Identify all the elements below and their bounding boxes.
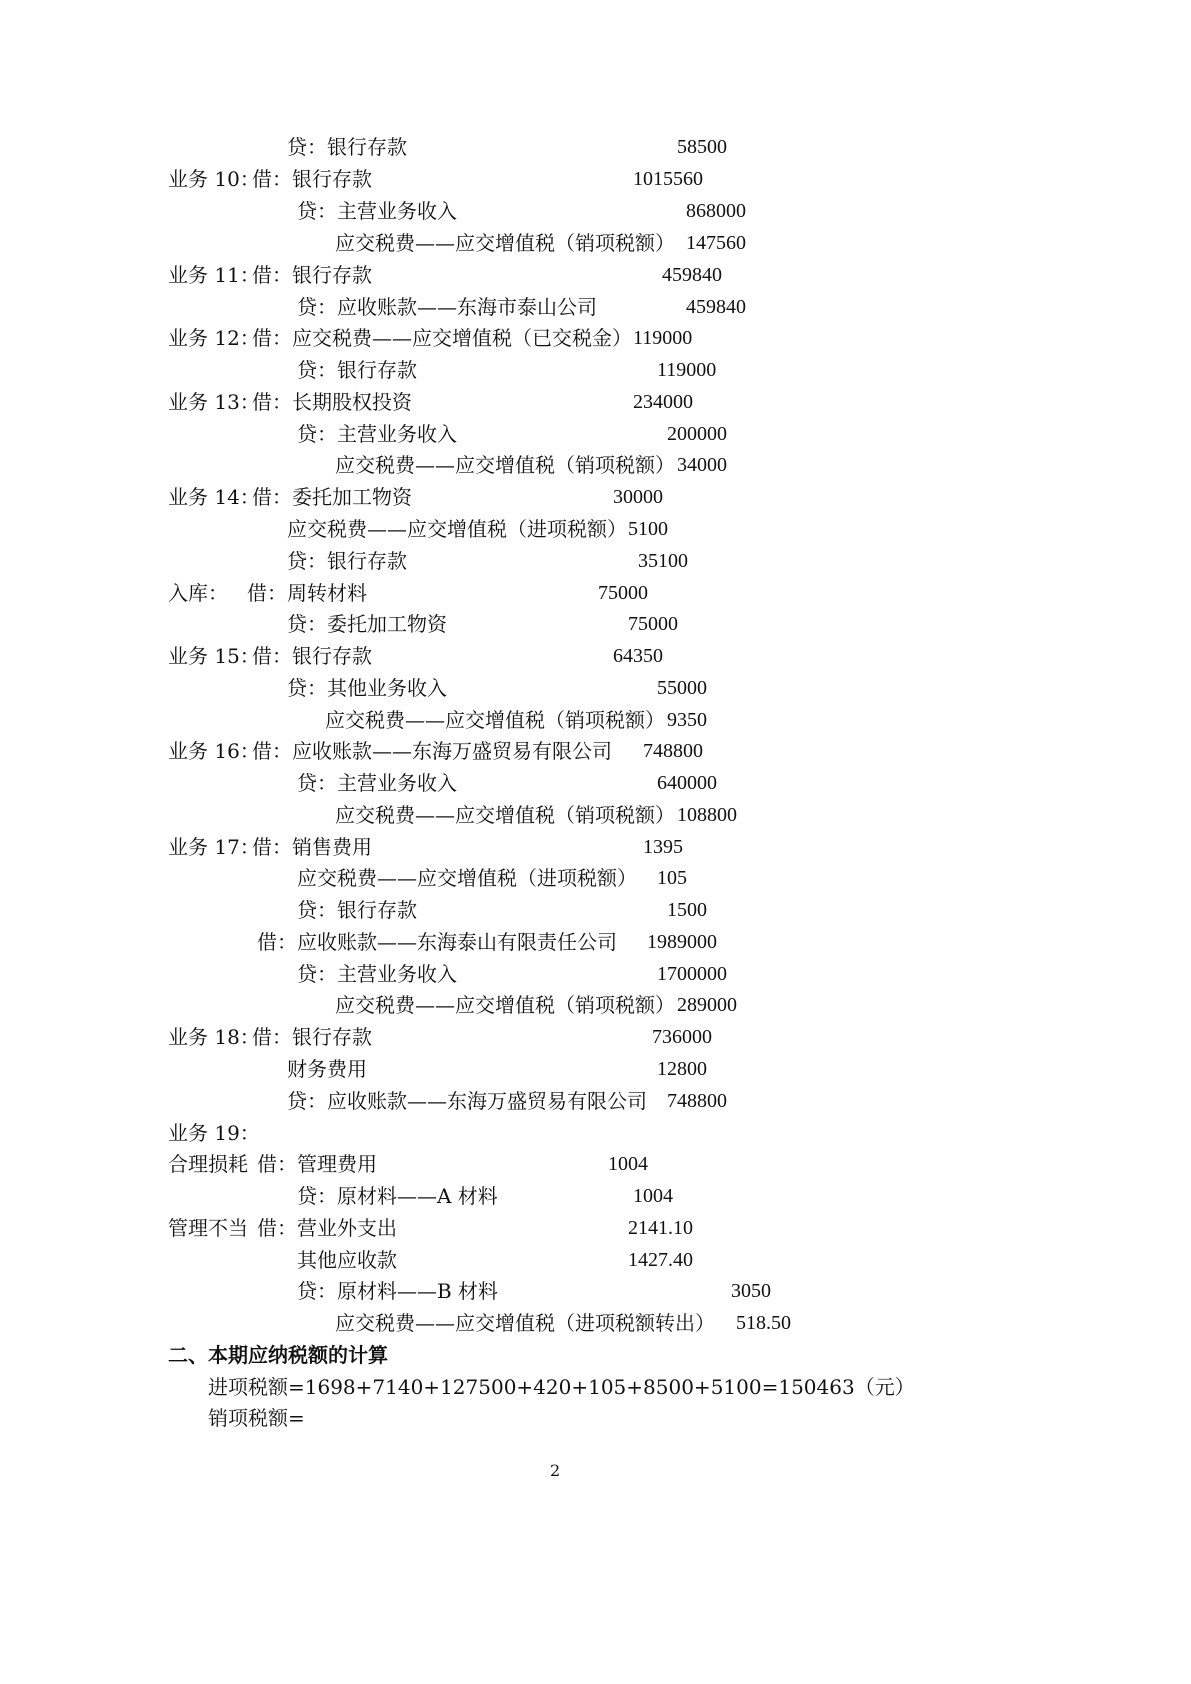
entry-amount: 119000 xyxy=(657,359,717,381)
entry-amount: 1395 xyxy=(643,836,683,858)
entry-label: 业务 10： xyxy=(168,167,260,191)
entry-amount: 200000 xyxy=(667,423,727,445)
entry-amount: 55000 xyxy=(657,677,707,699)
entry-text: 贷：银行存款 xyxy=(287,135,407,159)
entry-label: 业务 11： xyxy=(168,263,260,287)
entry-text: 贷：主营业务收入 xyxy=(297,771,457,795)
entry-amount: 75000 xyxy=(628,613,678,635)
entry-text: 应交税费——应交增值税（进项税额转出） xyxy=(335,1311,715,1335)
entry-text: 借：销售费用 xyxy=(252,835,372,859)
page-number: 2 xyxy=(550,1461,561,1480)
entry-label: 业务 18： xyxy=(168,1025,260,1049)
entry-text: 借：应收账款——东海泰山有限责任公司 xyxy=(257,930,617,954)
entry-amount: 5100 xyxy=(628,518,668,540)
entry-label: 业务 13： xyxy=(168,390,260,414)
entry-amount: 1004 xyxy=(633,1185,673,1207)
entry-label: 业务 12： xyxy=(168,326,260,350)
entry-text: 借：长期股权投资 xyxy=(252,390,412,414)
entry-text: 应交税费——应交增值税（销项税额） xyxy=(325,708,665,732)
entry-text: 其他应收款 xyxy=(297,1248,397,1272)
entry-amount: 640000 xyxy=(657,772,717,794)
entry-amount: 2141.10 xyxy=(628,1217,693,1239)
entry-text: 借：银行存款 xyxy=(252,167,372,191)
entry-label: 业务 14： xyxy=(168,485,260,509)
entry-text: 应交税费——应交增值税（销项税额） xyxy=(335,231,675,255)
entry-text: 借：应收账款——东海万盛贸易有限公司 xyxy=(252,739,612,763)
entry-amount: 35100 xyxy=(638,550,688,572)
entry-label: 管理不当 xyxy=(168,1216,248,1240)
entry-text: 应交税费——应交增值税（销项税额） xyxy=(335,453,675,477)
entry-label: 业务 16： xyxy=(168,739,260,763)
entry-amount: 736000 xyxy=(652,1026,712,1048)
entry-text: 借：银行存款 xyxy=(252,644,372,668)
entry-amount: 1700000 xyxy=(657,963,727,985)
entry-text: 贷：其他业务收入 xyxy=(287,676,447,700)
entry-amount: 147560 xyxy=(686,232,746,254)
entry-amount: 58500 xyxy=(677,136,727,158)
entry-text: 贷：应收账款——东海市泰山公司 xyxy=(297,295,597,319)
entry-amount: 459840 xyxy=(662,264,722,286)
entry-amount: 9350 xyxy=(667,709,707,731)
entry-text: 应交税费——应交增值税（进项税额） xyxy=(287,517,627,541)
entry-amount: 234000 xyxy=(633,391,693,413)
entry-text: 贷：原材料——A 材料 xyxy=(297,1184,498,1208)
entry-text: 贷：主营业务收入 xyxy=(297,199,457,223)
entry-amount: 12800 xyxy=(657,1058,707,1080)
entry-text: 贷：银行存款 xyxy=(297,358,417,382)
entry-amount: 3050 xyxy=(731,1280,771,1302)
entry-text: 借：管理费用 xyxy=(257,1152,377,1176)
entry-text: 贷：委托加工物资 xyxy=(287,612,447,636)
entry-amount: 119000 xyxy=(633,327,693,349)
entry-text: 贷：银行存款 xyxy=(287,549,407,573)
entry-label: 业务 17： xyxy=(168,835,260,859)
entry-text: 贷：原材料——B 材料 xyxy=(297,1279,499,1303)
entry-label: 合理损耗 xyxy=(168,1152,248,1176)
entry-text: 借：委托加工物资 xyxy=(252,485,412,509)
entry-label: 业务 15： xyxy=(168,644,260,668)
entry-text: 贷：主营业务收入 xyxy=(297,422,457,446)
section-heading: 二、本期应纳税额的计算 xyxy=(168,1343,388,1367)
entry-amount: 518.50 xyxy=(736,1312,791,1334)
entry-amount: 289000 xyxy=(677,994,737,1016)
entry-amount: 1004 xyxy=(608,1153,648,1175)
entry-amount: 1500 xyxy=(667,899,707,921)
entry-text: 贷：银行存款 xyxy=(297,898,417,922)
entry-amount: 748800 xyxy=(643,740,703,762)
entry-amount: 459840 xyxy=(686,296,746,318)
entry-text: 借：应交税费——应交增值税（已交税金） xyxy=(252,326,632,350)
entry-amount: 868000 xyxy=(686,200,746,222)
entry-label: 入库： xyxy=(168,581,228,605)
entry-amount: 30000 xyxy=(613,486,663,508)
entry-amount: 1427.40 xyxy=(628,1249,693,1271)
entry-text: 贷：主营业务收入 xyxy=(297,962,457,986)
entry-text: 应交税费——应交增值税（销项税额） xyxy=(335,993,675,1017)
entry-text: 借：银行存款 xyxy=(252,263,372,287)
entry-text: 借：营业外支出 xyxy=(257,1216,397,1240)
entry-amount: 748800 xyxy=(667,1090,727,1112)
entry-label: 业务 19： xyxy=(168,1121,260,1145)
entry-text: 财务费用 xyxy=(287,1057,367,1081)
entry-text: 借：周转材料 xyxy=(247,581,367,605)
entry-amount: 75000 xyxy=(598,582,648,604)
entry-amount: 1015560 xyxy=(633,168,703,190)
entry-text: 贷：应收账款——东海万盛贸易有限公司 xyxy=(287,1089,647,1113)
entry-text: 借：银行存款 xyxy=(252,1025,372,1049)
entry-amount: 105 xyxy=(657,867,687,889)
entry-amount: 1989000 xyxy=(647,931,717,953)
entry-text: 应交税费——应交增值税（销项税额） xyxy=(335,803,675,827)
entry-amount: 108800 xyxy=(677,804,737,826)
input-tax-line: 进项税额=1698+7140+127500+420+105+8500+5100=150463（元） xyxy=(208,1375,915,1399)
entry-amount: 34000 xyxy=(677,454,727,476)
output-tax-line: 销项税额= xyxy=(208,1406,305,1430)
entry-amount: 64350 xyxy=(613,645,663,667)
entry-text: 应交税费——应交增值税（进项税额） xyxy=(297,866,637,890)
